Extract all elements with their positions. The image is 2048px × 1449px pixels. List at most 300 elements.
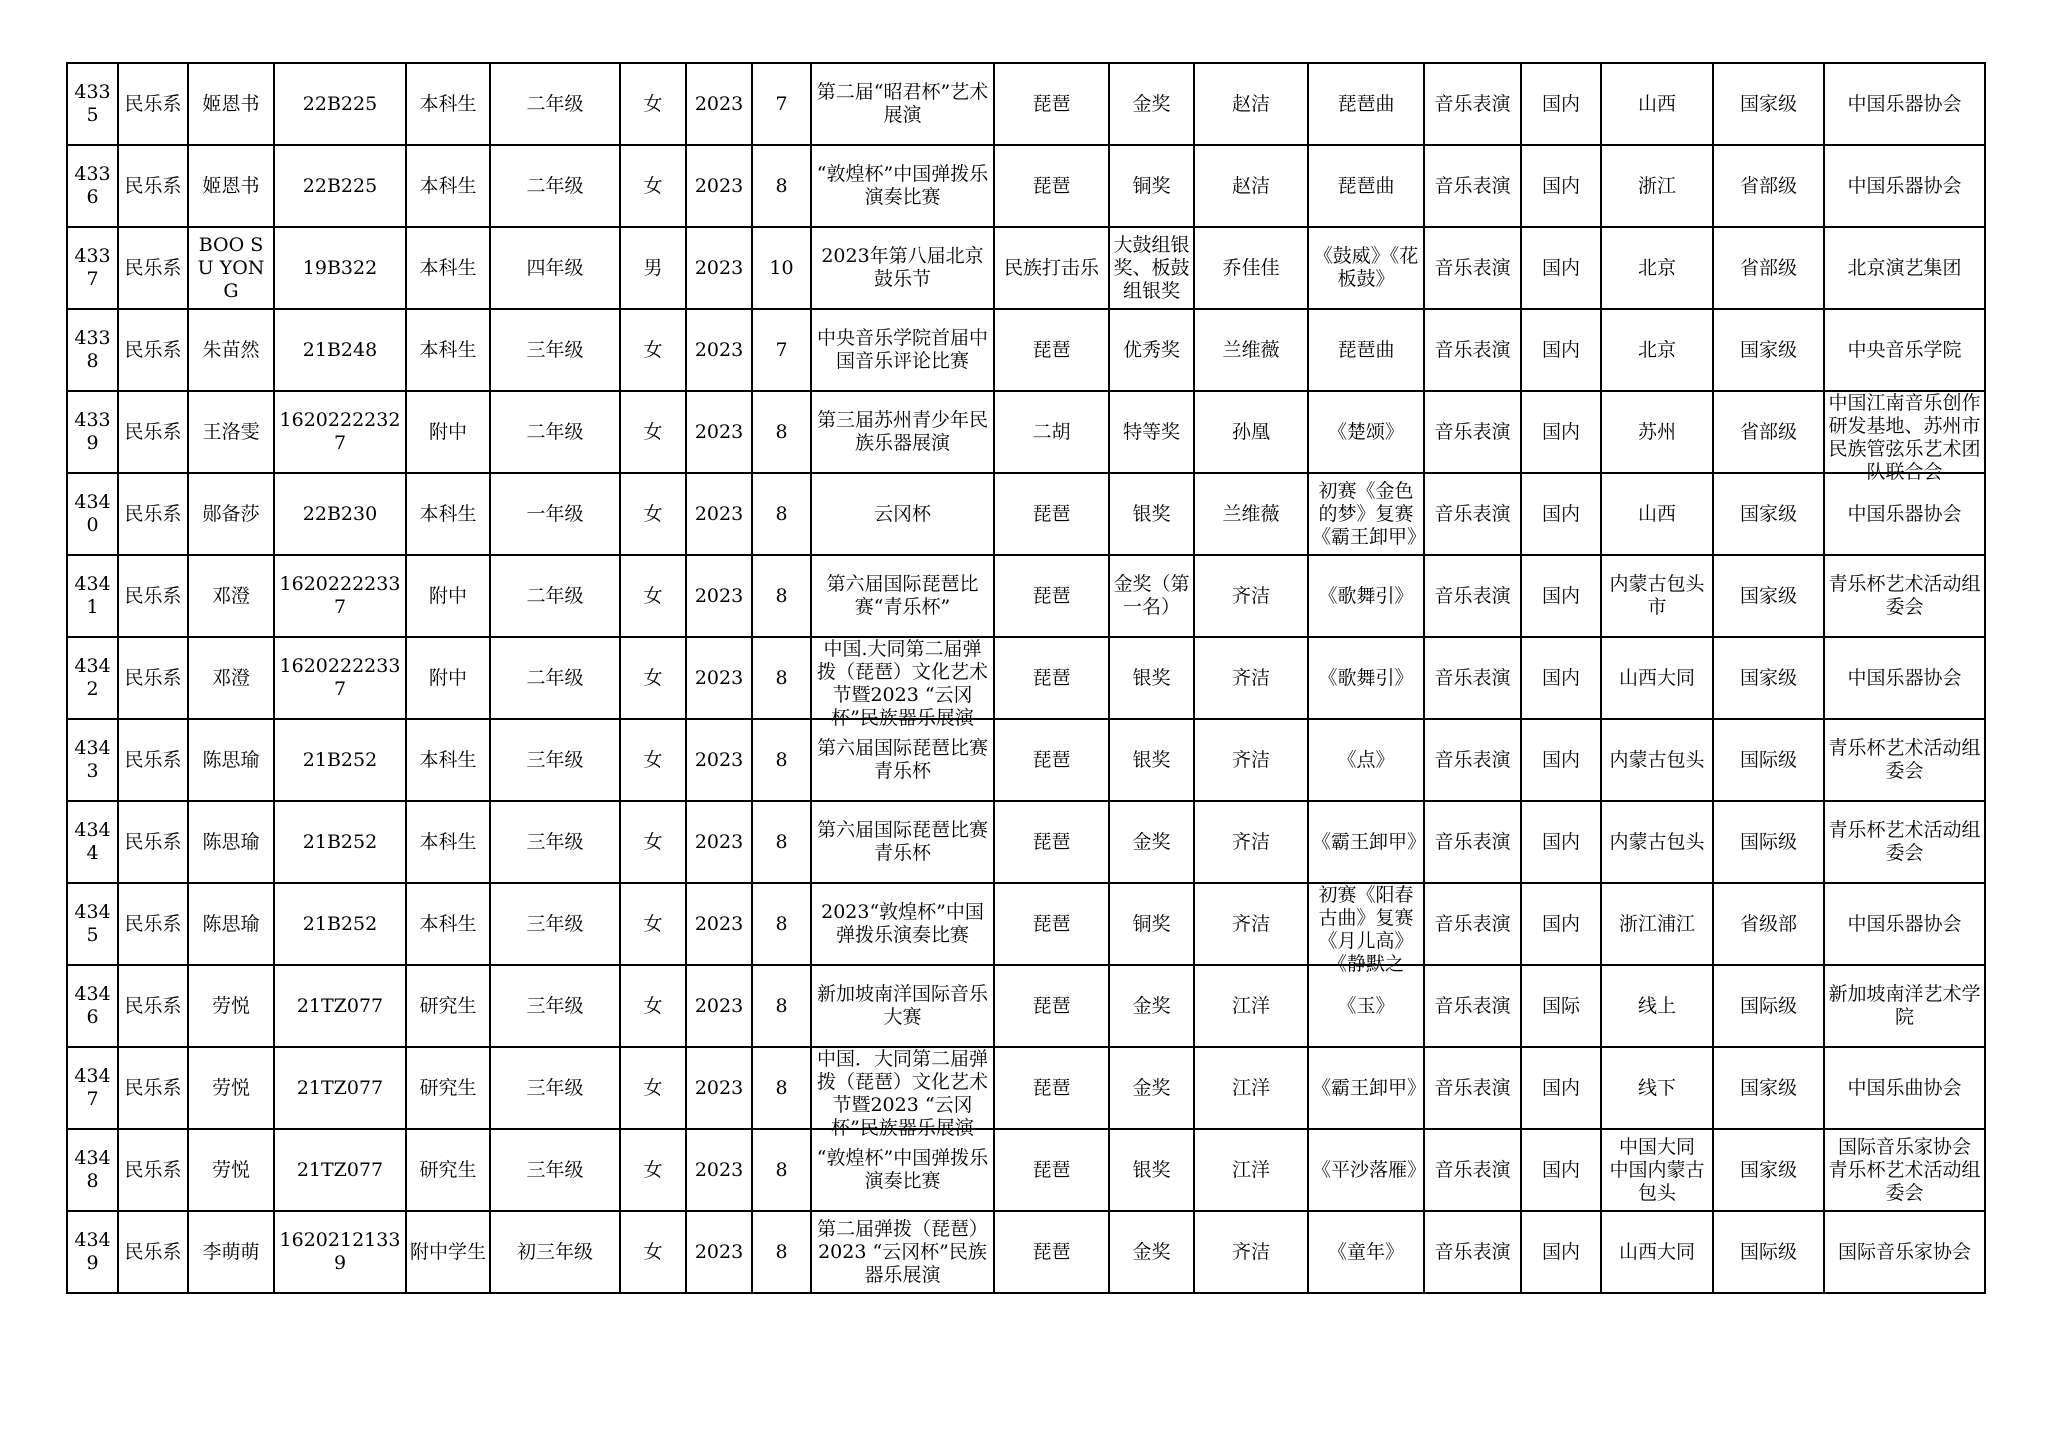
grade-cell: [490, 1129, 620, 1211]
organizer-text: 中国江南音乐创作研发基地、苏州市民族管弦乐艺术团队联合会: [1828, 392, 1981, 483]
competition-name-text: 第六届国际琵琶比赛青乐杯: [816, 819, 988, 864]
student-name-text: 陈思瑜: [202, 830, 260, 853]
category-cell: [1424, 555, 1521, 637]
organizer-cell: [1824, 1129, 2010, 1211]
department-cell: [118, 1211, 188, 1293]
table-row: [67, 309, 1985, 391]
competition-name-text: 云冈杯: [873, 502, 931, 525]
domestic-international-text: 国际: [1541, 994, 1580, 1017]
grade-text: 三年级: [526, 338, 584, 361]
location-text: 线下: [1637, 1076, 1676, 1099]
grade-cell: [490, 719, 620, 801]
record-number-cell: [67, 637, 118, 719]
student-name-text: 姬恩书: [202, 174, 260, 197]
month-text: 8: [775, 830, 788, 853]
grade-text: 初三年级: [516, 1240, 593, 1263]
student-id-text: 22B230: [302, 502, 378, 525]
gender-text: 男: [643, 256, 663, 279]
department-text: 民乐系: [124, 994, 182, 1017]
piece-cell: [1308, 473, 1427, 555]
gender-text: 女: [643, 666, 663, 689]
record-number-cell: [67, 1129, 118, 1211]
domestic-international-text: 国内: [1541, 1240, 1580, 1263]
location-text: 内蒙古包头: [1609, 830, 1705, 853]
department-cell: [118, 145, 188, 227]
domestic-international-cell: [1521, 1047, 1601, 1129]
month-cell: [752, 637, 811, 719]
gender-text: 女: [643, 92, 663, 115]
award-cell: [1109, 309, 1194, 391]
location-text: 北京: [1637, 256, 1676, 279]
month-cell: [752, 883, 811, 965]
grade-cell: [490, 965, 620, 1047]
instructor-cell: [1194, 637, 1308, 719]
student-id-cell: [274, 391, 406, 473]
instructor-cell: [1194, 719, 1308, 801]
instructor-text: 赵洁: [1231, 174, 1270, 197]
instrument-cell: [994, 1129, 1109, 1211]
record-number-cell: [67, 801, 118, 883]
category-text: 音乐表演: [1434, 92, 1511, 115]
grade-cell: [490, 227, 620, 309]
student-id-text: 19B322: [302, 256, 378, 279]
category-cell: [1424, 801, 1521, 883]
student-id-text: 21B252: [302, 830, 378, 853]
level-text: 国家级: [1739, 1076, 1797, 1099]
student-type-text: 附中: [428, 666, 467, 689]
category-text: 音乐表演: [1434, 420, 1511, 443]
location-text: 浙江: [1637, 174, 1676, 197]
year-text: 2023: [694, 256, 744, 279]
instructor-text: 江洋: [1231, 1076, 1270, 1099]
department-cell: [118, 883, 188, 965]
student-id-cell: [274, 555, 406, 637]
competition-name-cell: [811, 227, 994, 309]
instructor-cell: [1194, 883, 1308, 965]
instructor-cell: [1194, 965, 1308, 1047]
department-text: 民乐系: [124, 912, 182, 935]
record-number-text: 4337: [74, 245, 111, 290]
level-text: 国家级: [1739, 502, 1797, 525]
grade-cell: [490, 555, 620, 637]
organizer-text: 国际音乐家协会 青乐杯艺术活动组委会: [1828, 1135, 2010, 1204]
piece-text: 琵琶曲: [1337, 338, 1395, 361]
student-type-text: 本科生: [419, 256, 477, 279]
student-type-text: 附中: [428, 420, 467, 443]
domestic-international-text: 国内: [1541, 1158, 1580, 1181]
grade-text: 二年级: [526, 92, 584, 115]
student-type-cell: [406, 719, 490, 801]
organizer-cell: [1824, 965, 1985, 1047]
domestic-international-text: 国内: [1541, 174, 1580, 197]
award-text: 铜奖: [1132, 174, 1171, 197]
year-text: 2023: [694, 666, 744, 689]
domestic-international-cell: [1521, 965, 1601, 1047]
award-text: 金奖: [1132, 830, 1171, 853]
competition-name-text: 第六届国际琵琶比赛青乐杯: [816, 737, 988, 782]
grade-cell: [490, 309, 620, 391]
year-text: 2023: [694, 420, 744, 443]
gender-text: 女: [643, 912, 663, 935]
record-number-cell: [67, 391, 118, 473]
gender-text: 女: [643, 830, 663, 853]
student-type-text: 本科生: [419, 912, 477, 935]
location-cell: [1601, 309, 1713, 391]
month-text: 8: [775, 502, 788, 525]
gender-text: 女: [643, 338, 663, 361]
piece-cell: [1308, 309, 1424, 391]
level-text: 国家级: [1739, 666, 1797, 689]
level-cell: [1713, 555, 1824, 637]
student-name-text: 劳悦: [211, 1076, 250, 1099]
piece-text: 琵琶曲: [1337, 174, 1395, 197]
student-id-cell: [274, 801, 406, 883]
instructor-text: 赵洁: [1231, 92, 1270, 115]
piece-cell: [1308, 1047, 1427, 1129]
record-number-text: 4347: [74, 1065, 111, 1110]
award-cell: [1109, 1211, 1194, 1293]
location-text: 苏州: [1637, 420, 1676, 443]
grade-text: 二年级: [526, 420, 584, 443]
award-cell: [1109, 719, 1194, 801]
student-type-text: 本科生: [419, 830, 477, 853]
category-cell: [1424, 473, 1521, 555]
instrument-cell: [994, 637, 1109, 719]
department-cell: [118, 473, 188, 555]
department-cell: [118, 801, 188, 883]
record-number-text: 4341: [74, 573, 111, 618]
gender-cell: [620, 719, 686, 801]
location-text: 山西: [1637, 502, 1676, 525]
department-cell: [118, 637, 188, 719]
student-name-cell: [188, 965, 274, 1047]
instrument-cell: [994, 555, 1109, 637]
student-id-text: 16202222337: [279, 655, 401, 700]
instructor-cell: [1194, 1047, 1308, 1129]
year-cell: [686, 555, 752, 637]
month-cell: [752, 1047, 811, 1129]
category-cell: [1424, 719, 1521, 801]
competition-name-text: 第六届国际琵琶比赛“青乐杯”: [826, 573, 979, 618]
year-cell: [686, 801, 752, 883]
piece-cell: [1308, 801, 1427, 883]
level-cell: [1713, 1129, 1824, 1211]
year-text: 2023: [694, 994, 744, 1017]
competition-name-text: 新加坡南洋国际音乐大赛: [816, 983, 988, 1028]
category-text: 音乐表演: [1434, 994, 1511, 1017]
instructor-text: 齐洁: [1231, 912, 1270, 935]
gender-cell: [620, 555, 686, 637]
level-text: 国际级: [1739, 830, 1797, 853]
level-cell: [1713, 145, 1824, 227]
award-cell: [1109, 63, 1194, 145]
department-text: 民乐系: [124, 1076, 182, 1099]
competition-name-text: 中国．大同第二届弹拨（琵琶）文化艺术节暨2023 “云冈杯”民族器乐展演: [816, 1048, 988, 1139]
year-text: 2023: [694, 174, 744, 197]
student-name-cell: [188, 1129, 274, 1211]
year-text: 2023: [694, 748, 744, 771]
grade-text: 三年级: [526, 994, 584, 1017]
grade-text: 一年级: [526, 502, 584, 525]
location-text: 山西: [1637, 92, 1676, 115]
organizer-cell: [1824, 145, 1985, 227]
year-text: 2023: [694, 1240, 744, 1263]
record-number-cell: [67, 1211, 118, 1293]
instrument-text: 琵琶: [1032, 748, 1071, 771]
student-id-text: 16202222327: [279, 409, 401, 454]
location-cell: [1601, 965, 1713, 1047]
level-cell: [1713, 1211, 1824, 1293]
gender-text: 女: [643, 420, 663, 443]
piece-cell: [1308, 227, 1424, 309]
location-text: 内蒙古包头: [1609, 748, 1705, 771]
competition-name-text: 2023“敦煌杯”中国弹拨乐演奏比赛: [821, 901, 984, 946]
grade-cell: [490, 637, 620, 719]
student-name-text: 陈思瑜: [202, 748, 260, 771]
award-text: 银奖: [1132, 1158, 1171, 1181]
student-name-text: 劳悦: [211, 994, 250, 1017]
student-name-text: 劳悦: [211, 1158, 250, 1181]
category-text: 音乐表演: [1434, 748, 1511, 771]
year-cell: [686, 1047, 752, 1129]
competition-name-text: 中央音乐学院首届中国音乐评论比赛: [816, 327, 988, 372]
competition-name-text: “敦煌杯”中国弹拨乐演奏比赛: [816, 163, 989, 208]
level-text: 国家级: [1739, 338, 1797, 361]
instructor-cell: [1194, 63, 1308, 145]
gender-cell: [620, 145, 686, 227]
year-text: 2023: [694, 502, 744, 525]
piece-text: 《霸王卸甲》: [1312, 1076, 1427, 1099]
piece-cell: [1308, 1211, 1424, 1293]
level-cell: [1713, 63, 1824, 145]
competition-name-cell: [811, 719, 994, 801]
year-text: 2023: [694, 1076, 744, 1099]
student-id-text: 21B252: [302, 912, 378, 935]
year-cell: [686, 63, 752, 145]
organizer-text: 北京演艺集团: [1847, 256, 1962, 279]
piece-cell: [1308, 1129, 1427, 1211]
department-text: 民乐系: [124, 830, 182, 853]
instrument-text: 琵琶: [1032, 1240, 1071, 1263]
organizer-text: 国际音乐家协会: [1837, 1240, 1971, 1263]
table-row: [67, 883, 1985, 965]
student-type-cell: [406, 391, 490, 473]
student-id-cell: [274, 227, 406, 309]
level-cell: [1713, 1047, 1824, 1129]
location-text: 山西大同: [1618, 666, 1695, 689]
student-name-text: 王洛雯: [202, 420, 260, 443]
competition-name-cell: [811, 1047, 994, 1139]
grade-text: 二年级: [526, 666, 584, 689]
instructor-text: 乔佳佳: [1222, 256, 1280, 279]
student-type-cell: [406, 555, 490, 637]
month-text: 7: [775, 338, 788, 361]
instrument-text: 二胡: [1032, 420, 1071, 443]
student-type-text: 本科生: [419, 502, 477, 525]
award-text: 金奖（第一名）: [1113, 573, 1190, 618]
student-name-cell: [188, 63, 274, 145]
instrument-cell: [994, 965, 1109, 1047]
level-cell: [1713, 391, 1824, 473]
instrument-cell: [994, 883, 1109, 965]
piece-text: 初赛《阳春古曲》复赛《月儿高》《静默之: [1318, 884, 1414, 975]
award-text: 银奖: [1132, 666, 1171, 689]
location-text: 山西大同: [1618, 1240, 1695, 1263]
instrument-text: 民族打击乐: [1003, 256, 1099, 279]
competition-name-text: “敦煌杯”中国弹拨乐演奏比赛: [816, 1147, 989, 1192]
month-text: 8: [775, 174, 788, 197]
year-text: 2023: [694, 912, 744, 935]
location-text: 内蒙古包头市: [1609, 573, 1705, 618]
month-cell: [752, 965, 811, 1047]
level-text: 国际级: [1739, 1240, 1797, 1263]
category-text: 音乐表演: [1434, 338, 1511, 361]
competition-name-text: 第二届“昭君杯”艺术展演: [816, 81, 989, 126]
award-cell: [1109, 473, 1194, 555]
department-text: 民乐系: [124, 584, 182, 607]
student-id-text: 22B225: [302, 92, 378, 115]
location-cell: [1601, 63, 1713, 145]
month-text: 8: [775, 666, 788, 689]
student-type-text: 本科生: [419, 748, 477, 771]
domestic-international-text: 国内: [1541, 502, 1580, 525]
month-cell: [752, 309, 811, 391]
student-id-cell: [274, 965, 406, 1047]
domestic-international-text: 国内: [1541, 256, 1580, 279]
organizer-cell: [1824, 1211, 1985, 1293]
month-cell: [752, 145, 811, 227]
level-cell: [1713, 965, 1824, 1047]
level-text: 省部级: [1739, 420, 1797, 443]
category-cell: [1424, 309, 1521, 391]
organizer-text: 新加坡南洋艺术学院: [1828, 983, 1981, 1028]
grade-text: 三年级: [526, 1076, 584, 1099]
gender-text: 女: [643, 502, 663, 525]
grade-cell: [490, 145, 620, 227]
category-cell: [1424, 1211, 1521, 1293]
month-text: 8: [775, 1076, 788, 1099]
instrument-text: 琵琶: [1032, 92, 1071, 115]
category-cell: [1424, 1047, 1521, 1129]
organizer-cell: [1824, 801, 1985, 883]
table-row: [67, 63, 1985, 145]
location-cell: [1601, 801, 1713, 883]
piece-text: 初赛《金色的梦》复赛《霸王卸甲》: [1312, 479, 1427, 548]
student-id-cell: [274, 883, 406, 965]
month-text: 8: [775, 1240, 788, 1263]
gender-text: 女: [643, 1158, 663, 1181]
record-number-text: 4343: [74, 737, 111, 782]
organizer-cell: [1824, 637, 1985, 719]
student-name-cell: [188, 227, 274, 309]
award-text: 金奖: [1132, 1076, 1171, 1099]
instructor-text: 齐洁: [1231, 748, 1270, 771]
level-text: 省级部: [1739, 912, 1797, 935]
instructor-text: 齐洁: [1231, 1240, 1270, 1263]
organizer-text: 青乐杯艺术活动组委会: [1828, 737, 1981, 782]
piece-text: 《玉》: [1337, 994, 1395, 1017]
table-row: [67, 1211, 1985, 1293]
instructor-cell: [1194, 1129, 1308, 1211]
gender-text: 女: [643, 584, 663, 607]
organizer-text: 青乐杯艺术活动组委会: [1828, 819, 1981, 864]
category-text: 音乐表演: [1434, 174, 1511, 197]
organizer-cell: [1824, 473, 1985, 555]
instrument-cell: [994, 145, 1109, 227]
competition-name-text: 2023年第八届北京鼓乐节: [821, 245, 984, 290]
grade-cell: [490, 63, 620, 145]
competition-name-cell: [811, 801, 994, 883]
record-number-text: 4342: [74, 655, 111, 700]
level-text: 国家级: [1739, 584, 1797, 607]
record-number-cell: [67, 965, 118, 1047]
record-number-cell: [67, 309, 118, 391]
month-text: 8: [775, 1158, 788, 1181]
domestic-international-text: 国内: [1541, 338, 1580, 361]
record-number-text: 4338: [74, 327, 111, 372]
student-type-text: 本科生: [419, 92, 477, 115]
competition-name-cell: [811, 883, 994, 965]
location-text: 线上: [1637, 994, 1676, 1017]
location-cell: [1601, 391, 1713, 473]
category-cell: [1424, 145, 1521, 227]
category-text: 音乐表演: [1434, 1158, 1511, 1181]
domestic-international-cell: [1521, 227, 1601, 309]
award-cell: [1109, 391, 1194, 473]
department-text: 民乐系: [124, 502, 182, 525]
instructor-text: 齐洁: [1231, 666, 1270, 689]
competition-name-text: 第二届弹拨（琵琶）2023 “云冈杯”民族器乐展演: [816, 1217, 988, 1286]
award-text: 银奖: [1132, 502, 1171, 525]
category-text: 音乐表演: [1434, 830, 1511, 853]
award-text: 优秀奖: [1122, 338, 1180, 361]
student-name-cell: [188, 719, 274, 801]
department-text: 民乐系: [124, 338, 182, 361]
table-row: [67, 391, 1985, 473]
record-number-text: 4349: [74, 1229, 111, 1274]
award-cell: [1109, 1047, 1194, 1129]
piece-text: 《霸王卸甲》: [1312, 830, 1427, 853]
gender-cell: [620, 1047, 686, 1129]
grade-cell: [490, 391, 620, 473]
student-id-cell: [274, 63, 406, 145]
student-type-text: 研究生: [419, 1158, 477, 1181]
student-name-text: 邓澄: [211, 666, 250, 689]
organizer-cell: [1824, 1047, 1985, 1129]
department-text: 民乐系: [124, 748, 182, 771]
level-cell: [1713, 719, 1824, 801]
location-cell: [1601, 883, 1713, 965]
student-id-text: 16202121339: [279, 1229, 401, 1274]
record-number-text: 4344: [74, 819, 111, 864]
organizer-cell: [1824, 63, 1985, 145]
table-row: [67, 1129, 1985, 1211]
category-text: 音乐表演: [1434, 912, 1511, 935]
student-id-cell: [274, 1047, 406, 1129]
location-cell: [1601, 719, 1713, 801]
student-id-text: 21TZ077: [296, 994, 384, 1017]
level-cell: [1713, 637, 1824, 719]
year-cell: [686, 473, 752, 555]
organizer-text: 青乐杯艺术活动组委会: [1828, 573, 1981, 618]
month-cell: [752, 227, 811, 309]
category-text: 音乐表演: [1434, 256, 1511, 279]
student-name-cell: [188, 1211, 274, 1293]
level-cell: [1713, 801, 1824, 883]
month-text: 8: [775, 584, 788, 607]
record-number-text: 4345: [74, 901, 111, 946]
record-number-text: 4348: [74, 1147, 111, 1192]
